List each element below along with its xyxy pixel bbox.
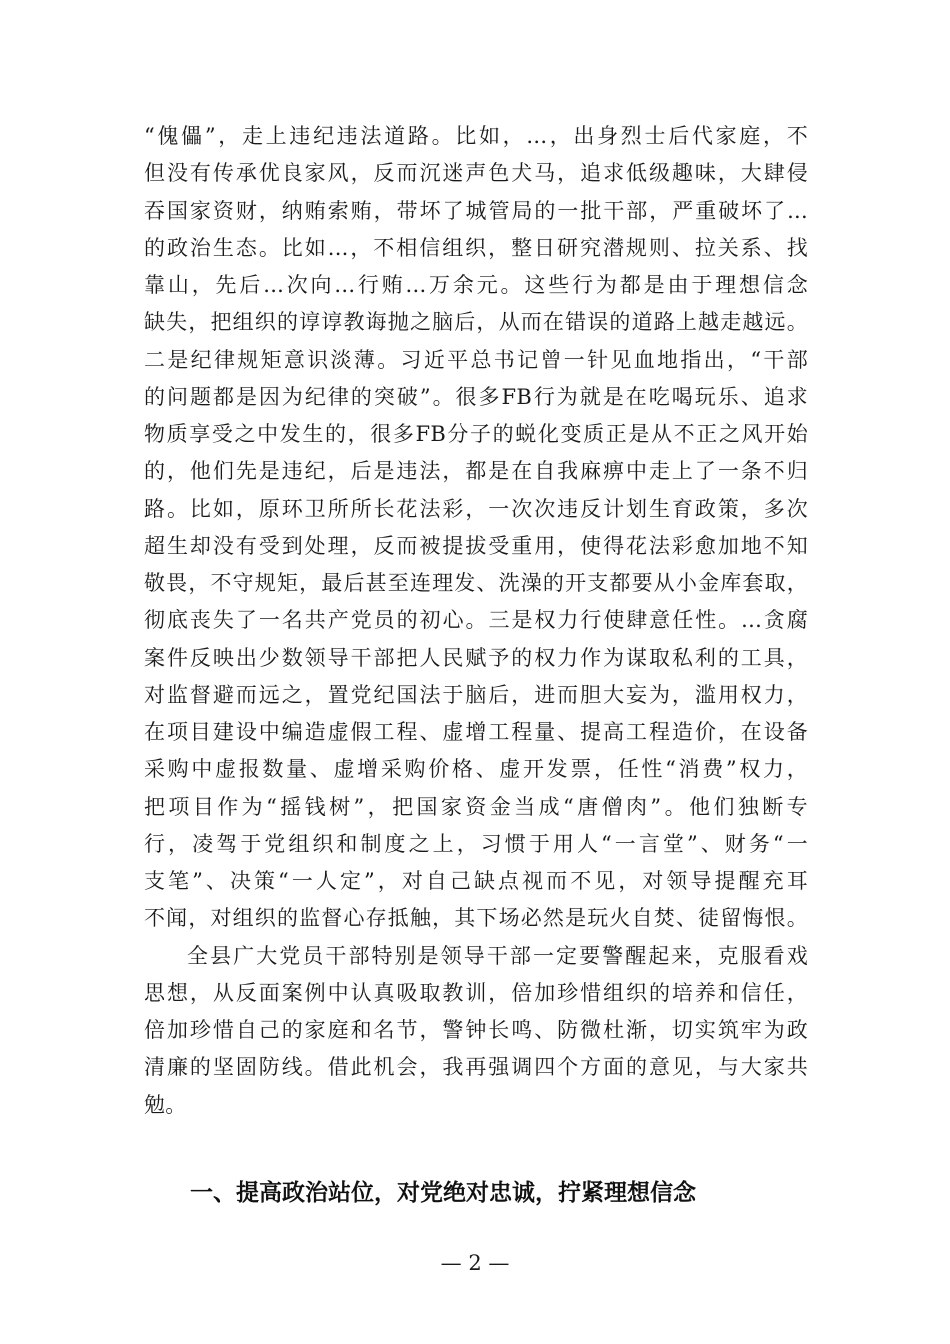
text-line: 勉。 <box>144 1092 187 1117</box>
text-line: 但没有传承优良家风，反而沉迷声色犬马，追求低级趣味，大肆侵 <box>144 161 808 186</box>
text-line: 吞国家资财，纳贿索贿，带坏了城管局的一批干部，严重破坏了... <box>144 198 808 223</box>
text-line: “傀儡”，走上违纪违法道路。比如，...，出身烈士后代家庭，不 <box>144 124 808 148</box>
text-line: 的政治生态。比如...，不相信组织，整日研究潜规则、拉关系、找 <box>144 235 808 260</box>
text-line: 靠山，先后...次向...行贿...万余元。这些行为都是由于理想信念 <box>144 273 808 297</box>
text-line: 清廉的坚固防线。借此机会，我再强调四个方面的意见，与大家共 <box>144 1055 808 1080</box>
page-number: — 2 — <box>440 1251 510 1275</box>
text-line: 支笔”、决策“一人定”，对自己缺点视而不见，对领导提醒充耳 <box>144 869 808 893</box>
text-line: 案件反映出少数领导干部把人民赋予的权力作为谋取私利的工具， <box>144 645 808 670</box>
text-line: 路。比如，原环卫所所长花法彩，一次次违反计划生育政策，多次 <box>144 496 808 521</box>
text-line: 超生却没有受到处理，反而被提拔受重用，使得花法彩愈加地不知 <box>144 533 808 558</box>
text-line: 把项目作为“摇钱树”，把国家资金当成“唐僧肉”。他们独断专 <box>144 794 808 819</box>
body-text <box>144 118 808 1124</box>
text-line: 缺失，把组织的谆谆教诲抛之脑后，从而在错误的道路上越走越远。 <box>144 310 808 335</box>
text-line: 的问题都是因为纪律的突破”。很多FB行为就是在吃喝玩乐、追求 <box>144 384 808 409</box>
text-line: 不闻，对组织的监督心存抵触，其下场必然是玩火自焚、徒留悔恨。 <box>144 906 808 931</box>
text-line: 行，凌驾于党组织和制度之上，习惯于用人“一言堂”、财务“一 <box>144 831 808 856</box>
text-line: 采购中虚报数量、虚增采购价格、虚开发票，任性“消费”权力， <box>144 757 808 782</box>
text-line: 彻底丧失了一名共产党员的初心。三是权力行使肆意任性。...贪腐 <box>144 608 808 633</box>
text-line: 的，他们先是违纪，后是违法，都是在自我麻痹中走上了一条不归 <box>144 459 808 484</box>
paragraph-2 <box>144 938 808 1124</box>
text-line: 在项目建设中编造虚假工程、虚增工程量、提高工程造价，在设备 <box>144 720 808 744</box>
text-line: 对监督避而远之，置党纪国法于脑后，进而胆大妄为，滥用权力， <box>144 682 808 707</box>
text-line: 敬畏，不守规矩，最后甚至连理发、洗澡的开支都要从小金库套取， <box>144 571 808 595</box>
text-line: 思想，从反面案例中认真吸取教训，倍加珍惜组织的培养和信任， <box>144 980 808 1005</box>
paragraph-1 <box>144 118 808 938</box>
section-heading: 一、提高政治站位，对党绝对忠诚，拧紧理想信念 <box>190 1180 696 1206</box>
text-line: 二是纪律规矩意识淡薄。习近平总书记曾一针见血地指出，“干部 <box>144 347 808 372</box>
text-line: 物质享受之中发生的，很多FB分子的蜕化变质正是从不正之风开始 <box>144 422 808 446</box>
text-line: 全县广大党员干部特别是领导干部一定要警醒起来，克服看戏 <box>187 943 808 968</box>
text-line: 倍加珍惜自己的家庭和名节，警钟长鸣、防微杜渐，切实筑牢为政 <box>144 1018 808 1042</box>
